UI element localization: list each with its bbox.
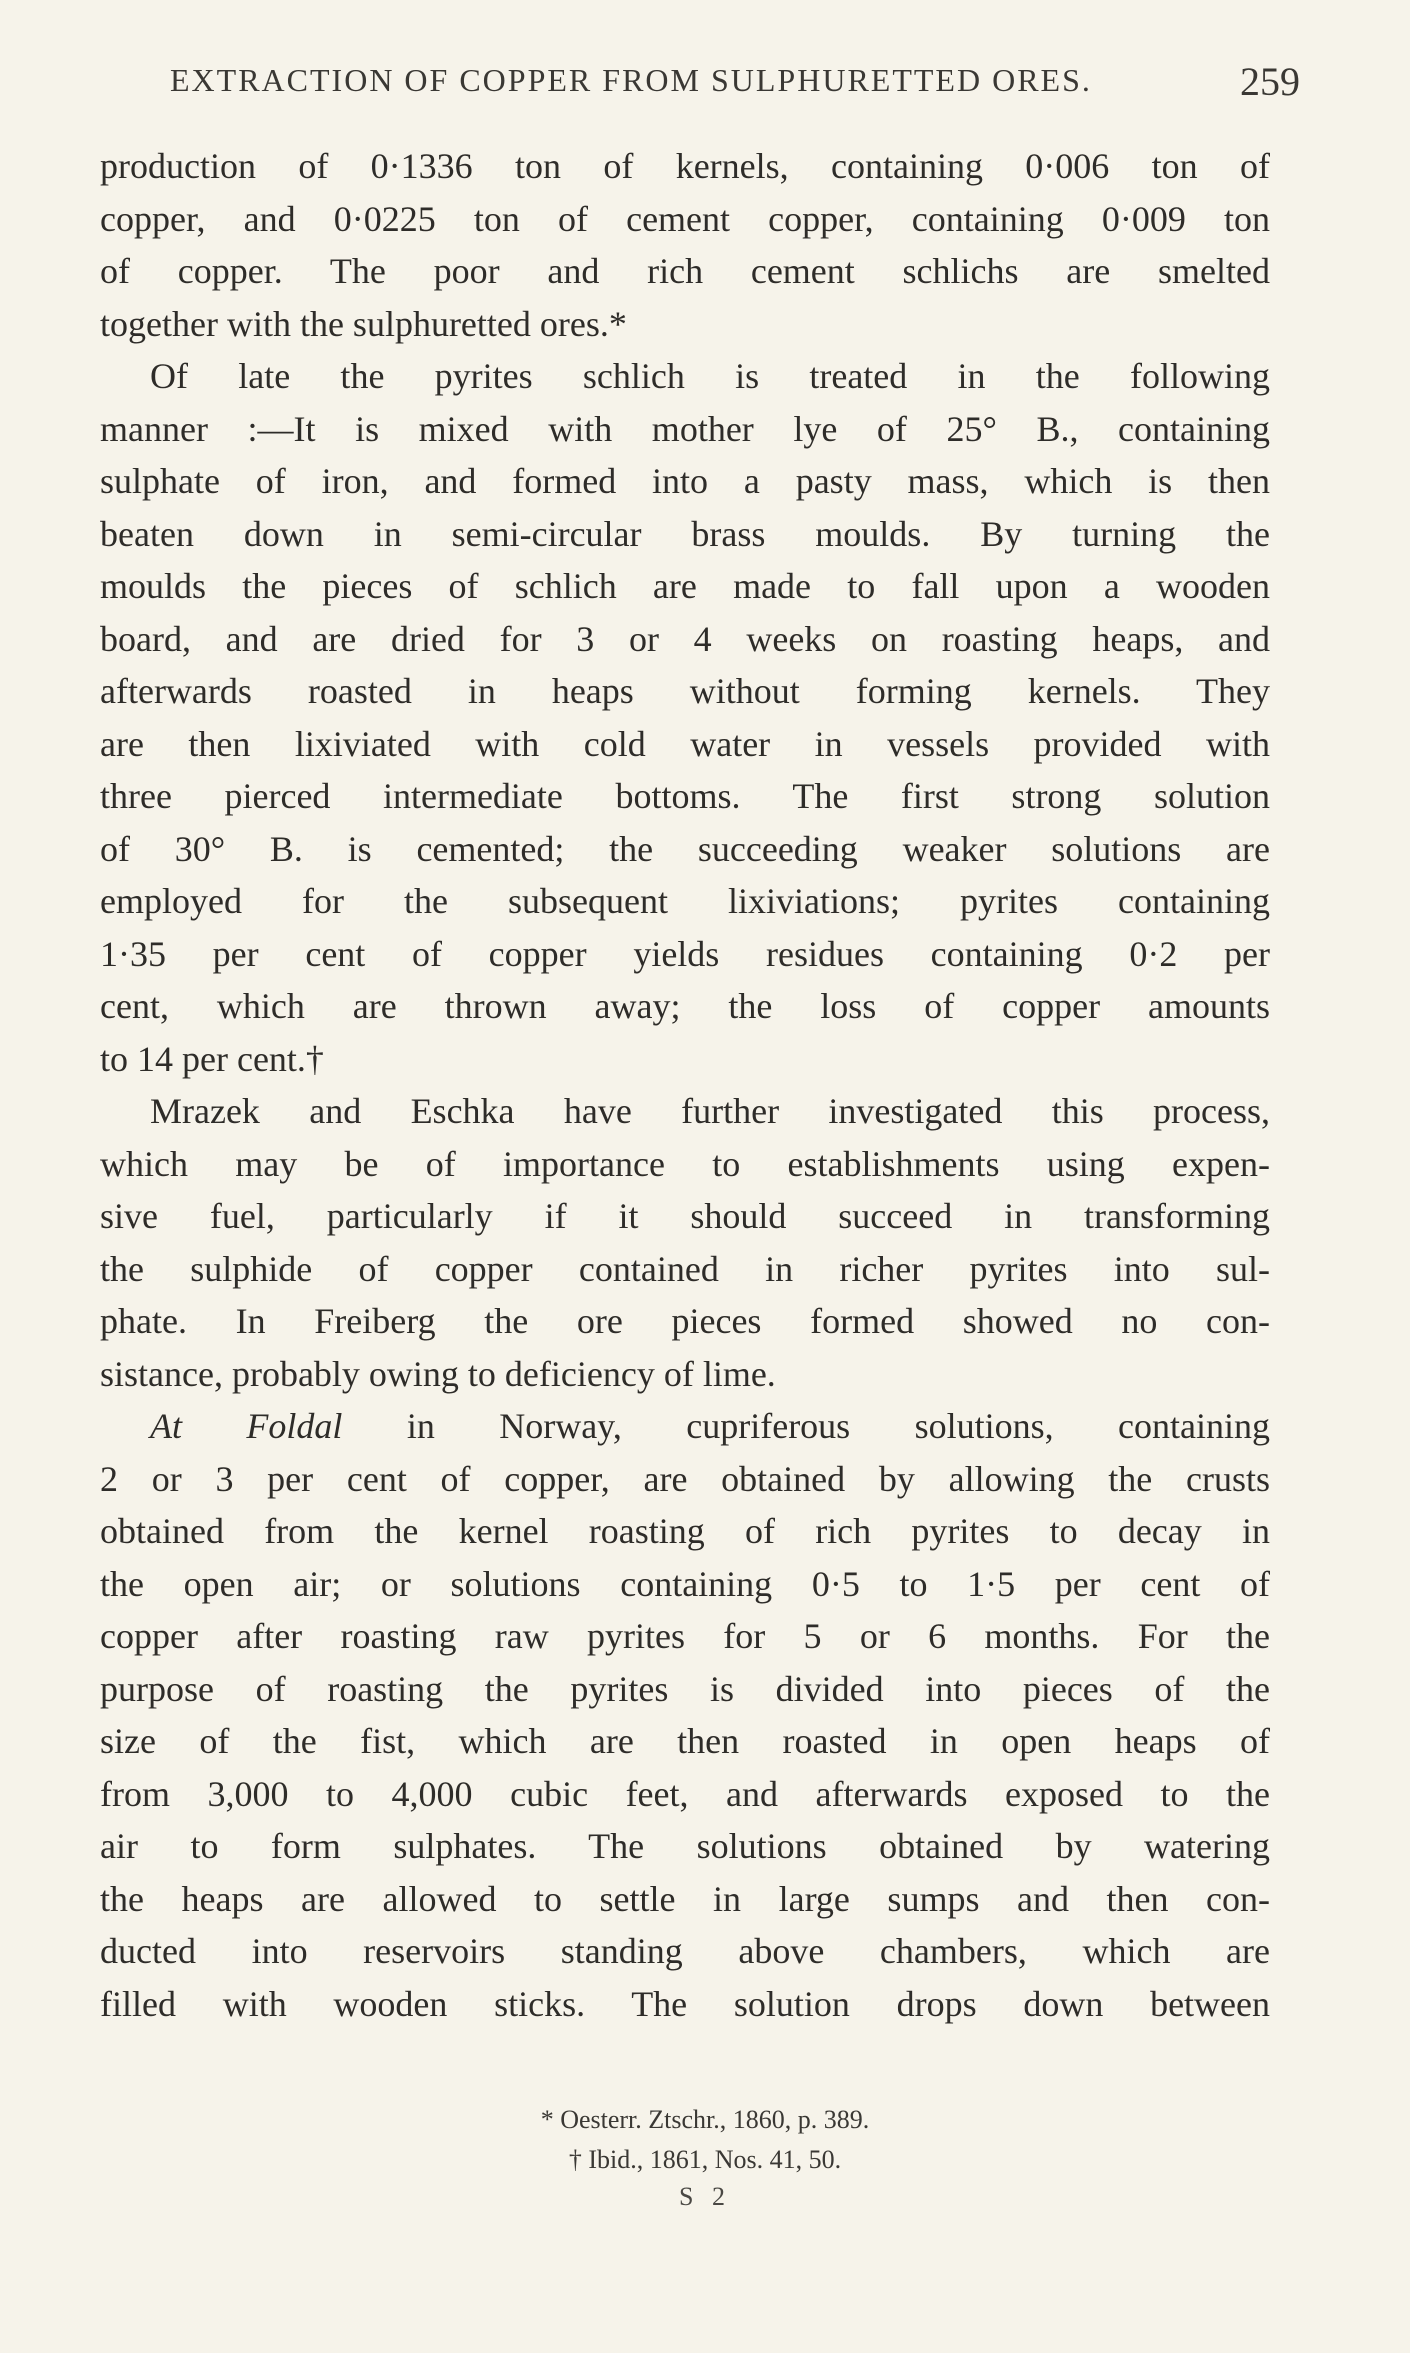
- text-line: sive fuel, particularly if it should succeed in transforming: [100, 1196, 1270, 1236]
- text-line: purpose of roasting the pyrites is divided into pieces of the: [100, 1668, 1270, 1709]
- text-line: which may be of importance to establishments using expen-: [100, 1143, 1270, 1184]
- page-number: 259: [1240, 59, 1300, 104]
- text-line: moulds the pieces of schlich are made to fall upon a wooden: [100, 566, 1270, 606]
- text-line: obtained from the kernel roasting of rich pyrites to decay in: [100, 1511, 1270, 1551]
- text-line: phate. In Freiberg the ore pieces formed showed no con-: [100, 1301, 1270, 1341]
- paragraph-3: [100, 1085, 1270, 1400]
- text-line: ducted into reservoirs standing above chambers, which are: [100, 1931, 1270, 1971]
- text-line: the heaps are allowed to settle in large sumps and then con-: [100, 1878, 1270, 1919]
- footnote-1: * Oesterr. Ztschr., 1860, p. 389.: [540, 2105, 870, 2134]
- footnote-2: † Ibid., 1861, Nos. 41, 50.: [568, 2145, 842, 2174]
- signature-mark: S 2: [679, 2182, 731, 2211]
- text-line: 1·35 per cent of copper yields residues containing 0·2 per: [100, 933, 1270, 974]
- text-line: of 30° B. is cemented; the succeeding weaker solutions are: [100, 828, 1270, 869]
- text-line: board, and are dried for 3 or 4 weeks on roasting heaps, and: [100, 618, 1270, 659]
- running-head: [170, 59, 1300, 104]
- text-line: copper, and 0·0225 ton of cement copper, containing 0·009 ton: [100, 198, 1270, 239]
- text-line-lead: [100, 1400, 1270, 1453]
- text-line: three pierced intermediate bottoms. The first strong solution: [100, 776, 1270, 816]
- text-line: from 3,000 to 4,000 cubic feet, and afterwards exposed to the: [100, 1773, 1270, 1814]
- text-line: size of the fist, which are then roasted in open heaps of: [100, 1721, 1270, 1761]
- text-line: employed for the subsequent lixiviations; pyrites containing: [100, 881, 1270, 921]
- text-line: manner :—It is mixed with mother lye of 25° B., containing: [100, 408, 1270, 449]
- text-line: filled with wooden sticks. The solution drops down between: [100, 1983, 1270, 2024]
- text-line: are then lixiviated with cold water in vessels provided with: [100, 723, 1270, 764]
- running-title: EXTRACTION OF COPPER FROM SULPHURETTED ORES.: [170, 62, 1092, 98]
- paragraph-1: [100, 140, 1270, 350]
- text-line: together with the sulphuretted ores.*: [100, 303, 627, 344]
- text-line: of copper. The poor and rich cement schlichs are smelted: [100, 251, 1270, 291]
- text-line: air to form sulphates. The solutions obtained by watering: [100, 1826, 1270, 1866]
- body-text: [100, 140, 1270, 2030]
- text-line: copper after roasting raw pyrites for 5 or 6 months. For the: [100, 1616, 1270, 1656]
- text-line: 2 or 3 per cent of copper, are obtained by allowing the crusts: [100, 1458, 1270, 1499]
- text-line: Of late the pyrites schlich is treated in the following: [150, 356, 1270, 396]
- paragraph-2: [100, 350, 1270, 1085]
- text-line: production of 0·1336 ton of kernels, containing 0·006 ton of: [100, 146, 1270, 186]
- paragraph-4: [100, 1400, 1270, 2030]
- text-line: the sulphide of copper contained in richer pyrites into sul-: [100, 1248, 1270, 1289]
- text-line: the open air; or solutions containing 0·5 to 1·5 per cent of: [100, 1563, 1270, 1604]
- text-line: sulphate of iron, and formed into a pasty mass, which is then: [100, 461, 1270, 501]
- text-line: Mrazek and Eschka have further investigated this process,: [150, 1091, 1270, 1131]
- text-line: sistance, probably owing to deficiency of lime.: [100, 1353, 776, 1394]
- lead-rest: in Norway, cupriferous solutions, containing: [342, 1406, 1270, 1446]
- text-line: afterwards roasted in heaps without forming kernels. They: [100, 671, 1270, 711]
- footnotes: [0, 2100, 1410, 2214]
- text-line: cent, which are thrown away; the loss of copper amounts: [100, 986, 1270, 1026]
- text-line: beaten down in semi-circular brass moulds. By turning the: [100, 513, 1270, 554]
- place-name-italic: At Foldal: [150, 1406, 343, 1446]
- text-line: to 14 per cent.†: [100, 1038, 324, 1079]
